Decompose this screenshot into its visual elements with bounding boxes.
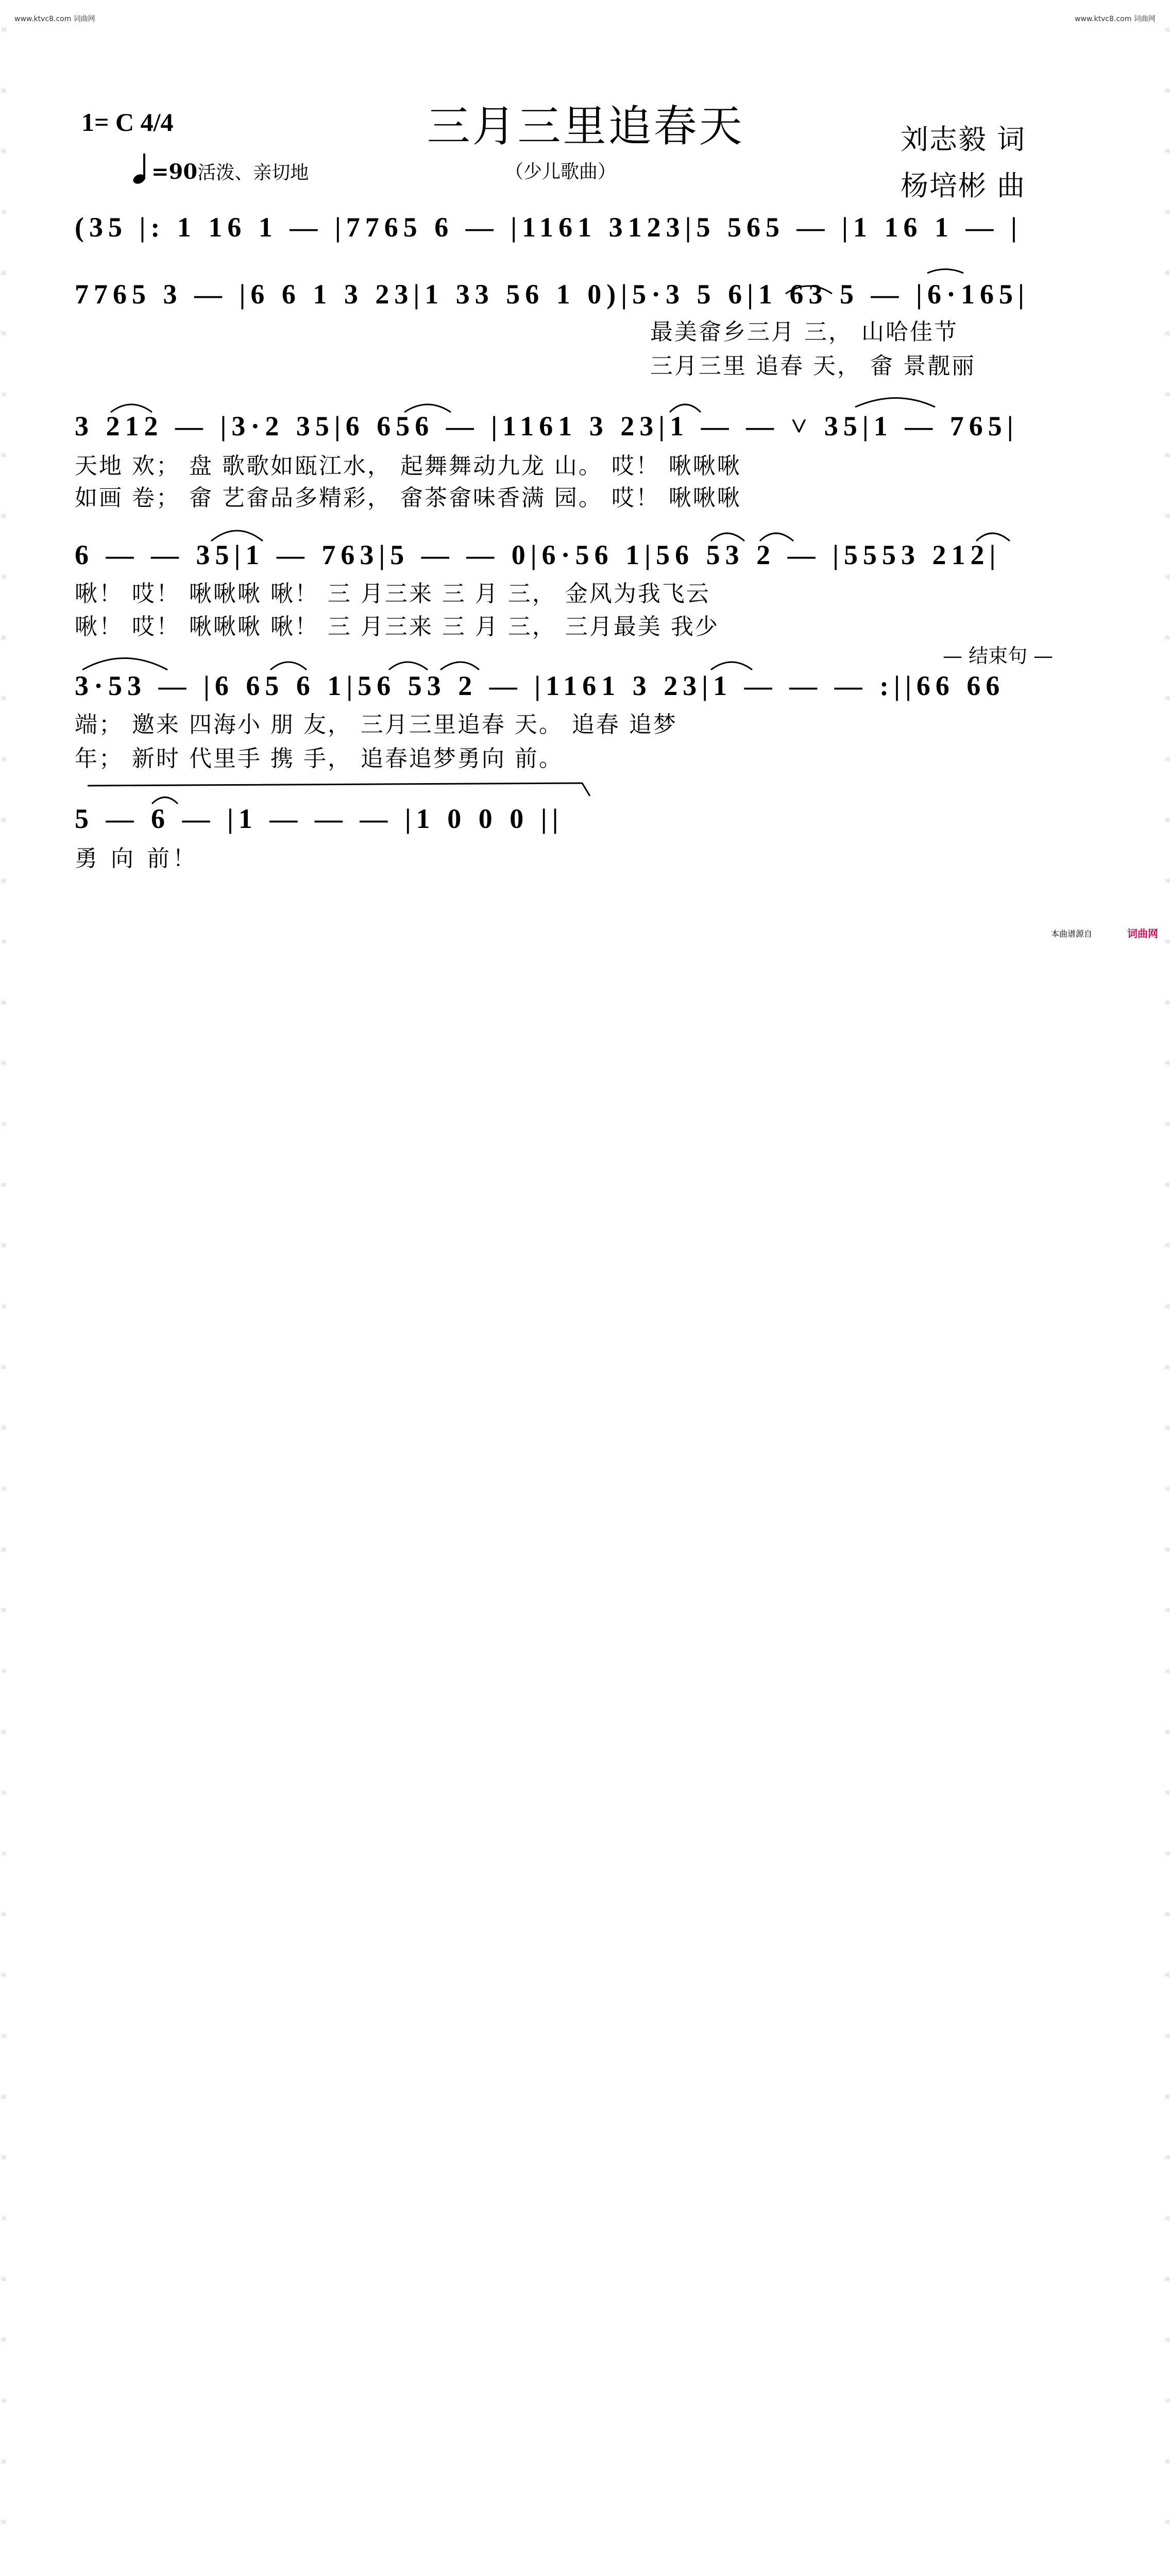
slur-mark xyxy=(711,533,744,541)
watermark-top-right: www.ktvc8.com 词曲网 xyxy=(1075,15,1156,23)
lyricist: 刘志毅 词 xyxy=(901,123,1026,156)
tempo-description: 活泼、亲切地 xyxy=(197,162,309,183)
song-title: 三月三里追春天 xyxy=(427,101,744,151)
score-line-4-notes: 6 — — 35|1 — 763|5 — — 0|6·56 1|56 53 2 — |5553 212| xyxy=(75,539,1001,570)
score-line-5-verse-1: 端； 邀来 四海小 朋 友， 三月三里追春 天。 追春 追梦 xyxy=(75,711,677,738)
score-line-6-verse-1: 勇 向 前！ xyxy=(75,845,198,872)
ending-phrase-label: — 结束句 — xyxy=(943,645,1054,667)
key-signature: 1= C 4/4 xyxy=(81,108,174,137)
slur-mark xyxy=(440,662,479,670)
right-watermark-strip: 词曲网 词曲网 词曲网 词曲网 词曲网 词曲网 词曲网 词曲网 词曲网 词曲网 词曲网 词曲网 词曲网 词曲网 xyxy=(1165,28,1170,2526)
slur-mark xyxy=(152,798,178,804)
tempo-value: =90 xyxy=(151,160,198,184)
long-slur-mark xyxy=(88,783,590,796)
watermark-top-left: www.ktvc8.com 词曲网 xyxy=(14,15,95,23)
slur-mark xyxy=(760,533,793,541)
score-line-1-notes: (35 |: 1 16 1 — |7765 6 — |1161 3123|5 565 — |1 16 1 — | xyxy=(75,212,1022,243)
source-credit: 本曲谱源自 xyxy=(1051,929,1093,939)
composer: 杨培彬 曲 xyxy=(901,170,1026,202)
site-logo: 词曲网 xyxy=(1127,927,1158,940)
score-line-3-verse-2: 如画 卷； 畲 艺畲品多精彩， 畲茶畲味香满 园。 哎！ 啾啾啾 xyxy=(75,485,741,511)
slur-mark xyxy=(976,533,1010,541)
score-line-2-verse-1: 最美畲乡三月 三， 山哈佳节 xyxy=(650,319,958,345)
score-line-4-verse-2: 啾！ 哎！ 啾啾啾 啾！ 三 月三来 三 月 三， 三月最美 我少 xyxy=(75,614,719,640)
score-line-2-verse-2: 三月三里 追春 天， 畲 景靓丽 xyxy=(650,353,976,379)
slur-mark xyxy=(270,662,307,670)
score-line-6-notes: 5 — 6 — |1 — — — |1 0 0 0 || xyxy=(75,803,564,834)
slur-mark xyxy=(855,398,935,408)
slur-mark xyxy=(211,531,263,541)
slur-mark xyxy=(111,404,152,412)
slur-mark xyxy=(670,404,701,412)
slur-mark xyxy=(389,662,428,670)
score-line-5-verse-2: 年； 新时 代里手 携 手， 追春追梦勇向 前。 xyxy=(75,745,563,772)
slur-mark xyxy=(82,658,167,670)
score-line-4-verse-1: 啾！ 哎！ 啾啾啾 啾！ 三 月三来 三 月 三， 金风为我飞云 xyxy=(75,581,710,607)
slur-mark xyxy=(404,404,451,412)
score-line-5-notes: 3·53 — |6 65 6 1|56 53 2 — |1161 3 23|1 — — — :||66 66 xyxy=(75,670,1005,701)
slur-mark xyxy=(711,662,752,670)
song-subtitle: （少儿歌曲） xyxy=(505,161,617,182)
left-watermark-strip: 词曲网 词曲网 词曲网 词曲网 词曲网 词曲网 词曲网 词曲网 词曲网 词曲网 词曲网 词曲网 词曲网 词曲网 xyxy=(1,28,6,2526)
slur-mark xyxy=(927,269,963,274)
slur-mark xyxy=(786,286,832,294)
score-line-2-notes: 7765 3 — |6 6 1 3 23|1 33 56 1 0)|5·3 5 6|1 63 5 — |6·165| xyxy=(75,279,1029,310)
score-line-3-verse-1: 天地 欢； 盘 歌歌如瓯江水， 起舞舞动九龙 山。 哎！ 啾啾啾 xyxy=(75,453,741,479)
score-line-3-notes: 3 212 — |3·2 35|6 656 — |1161 3 23|1 — — ˅ 35|1 — 765| xyxy=(75,411,1019,442)
